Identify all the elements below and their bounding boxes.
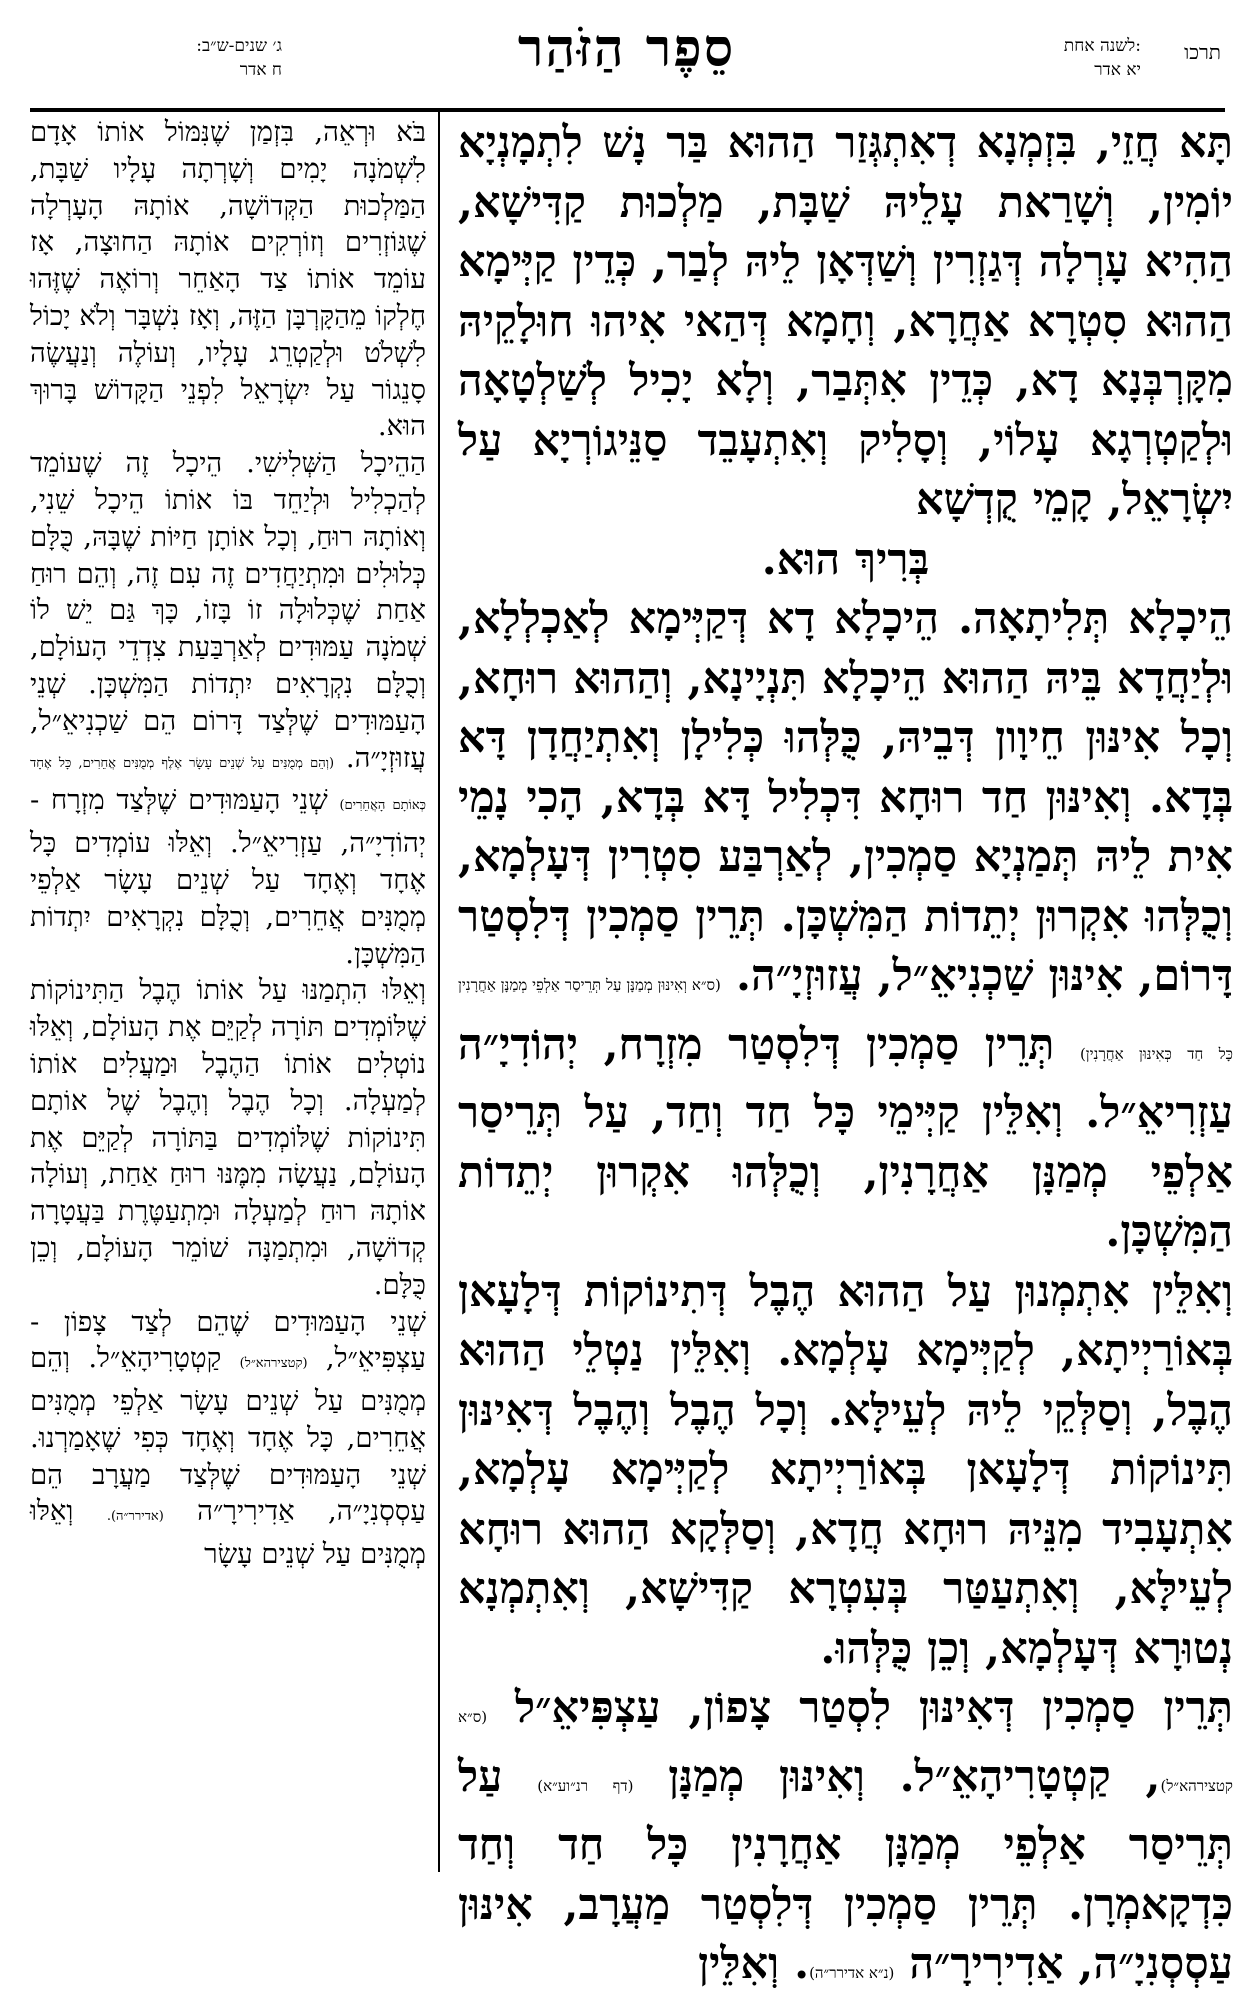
main-p2-text: הֵיכָלָא תְּלִיתָאָה. הֵיכָלָא דָא דְּקַיְּימָא לְאַכְלְלָא, וּלְיַחֲדָא בֵּיהּ הַהוּא הֵיכָלָא תִּנְיָינָא, וְהַהוּא רוּחָא, וְכָל אִינּוּן חֵיוָון דְּבֵיהּ, כֻּלְּהוּ כְּלִילָן וְאִתְיַחֲדָן דָּא בְּדָא. וְאִינּוּן חַד רוּחָא דִּכְלִיל דָּא בְּדָא, הָכִי נָמֵי אִית לֵיהּ תְּמַנְיָא סַמְכִין, לְאַרְבַּע סִטְרִין דְּעָלְמָא, וְכֻלְּהוּ אִקְרוּן יְתֵדוֹת הַמִּשְׁכָּן. תְּרֵין סַמְכִין דְּלִסְטַר דָּרוֹם, אִינּוּן שַׁכְנִיאֵ״ל, עֲזוּזְיָ״ה.: [458, 594, 1233, 1001]
main-p4-note-2: (דף רנ״וע״א): [537, 1776, 634, 1795]
main-p2-note: (ס״א וְאִינּוּן מְמַנָּן עַל תְּרֵיסַר אַלְפֵי מְמַנָּן אַחֲרָנִין כָּל חַד כְּאִינּוּן אַחֲרָנִין): [458, 976, 1233, 1063]
page-number: תרכו: [1184, 40, 1221, 64]
schedule-three-years: ג׳ שנים-ש״ב:: [196, 36, 282, 56]
main-paragraph-1: [458, 114, 1233, 531]
side-p2-note: (וְהֵם מְמֻנִּים עַל שְׁנֵים עָשָׂר אֶלֶף מְמֻנִּים אֲחֵרִים, כָּל אֶחָד כְּאוֹתָם הָאֲחֵרִים): [30, 755, 426, 814]
side-paragraph-4: [30, 1304, 426, 1574]
side-paragraph-2: [30, 445, 426, 972]
side-p1-text: בֹּא וּרְאֵה, בִּזְמַן שֶׁנִּמּוֹל אוֹתוֹ אָדָם לִשְׁמֹנָה יָמִים וְשָׁרְתָה עָלָיו שַׁבָּת, הַמַּלְכוּת הַקְּדוֹשָׁה, אוֹתָהּ הָעָרְלָה שֶׁגּוֹזְרִים וְזוֹרְקִים אוֹתָהּ הַחוּצָה, אָז עוֹמֵד אוֹתוֹ צַד הָאַחֵר וְרוֹאֶה שֶׁזֶּהוּ חֶלְקוֹ מֵהַקָּרְבָּן הַזֶּה, וְאָז נִשְׁבָּר וְלֹא יָכוֹל לִשְׁלֹט וּלְקַטְרֵג עָלָיו, וְעוֹלֶה וְנַעֲשֶׂה סָנֵגוֹר עַל יִשְׂרָאֵל לִפְנֵי הַקָּדוֹשׁ בָּרוּךְ הוּא.: [30, 116, 426, 443]
main-paragraph-2: [458, 590, 1233, 1263]
main-p4-cont-2: עַל תְּרֵיסַר אַלְפֵי מְמַנָּן אַחֲרָנִין כָּל חַד וְחַד כִּדְקָאמְרָן. תְּרֵין סַמְכִין דְּלִסְטַר מַעֲרָב, אִינּוּן עַסְסְנִיָ״ה, אַדִירִירָ״ה: [458, 1751, 1233, 1989]
book-title: סֵפֶר הַזֹּהַר: [517, 18, 736, 79]
main-p4-note-1: (ס״א קטצירהא״ל): [458, 1708, 1233, 1795]
side-p2-text: הַהֵיכָל הַשְּׁלִישִׁי. הֵיכָל זֶה שֶׁעוֹמֵד לְהַכְלִיל וּלְיַחֵד בּוֹ אוֹתוֹ הֵיכָל שֵׁנִי, וְאוֹתָהּ רוּחַ, וְכָל אוֹתָן חַיּוֹת שֶׁבָּהּ, כֻּלָּם כְּלוּלִים וּמִתְיַחֲדִים זֶה עִם זֶה, וְהֵם רוּחַ אַחַת שֶׁכְּלוּלָה זוֹ בָּזוֹ, כָּךְ גַּם יֵשׁ לוֹ שְׁמֹנָה עַמּוּדִים לְאַרְבַּעַת צִדְדֵי הָעוֹלָם, וְכֻלָּם נִקְרָאִים יִתְדוֹת הַמִּשְׁכָּן. שְׁנֵי הָעַמּוּדִים שֶׁלְּצַד דָּרוֹם הֵם שַׁכְנִיאֵ״ל, עֲזוּזְיָ״ה.: [30, 447, 426, 774]
column-divider: [438, 112, 440, 1872]
side-p4-cont: קַטְטָרִיהָאֵ״ל. וְהֵם מְמֻנִּים עַל שְׁנֵים עָשָׂר אַלְפֵי מְמֻנִּים אֲחֵרִים, כָּל אֶחָד וְאֶחָד כְּפִי שֶׁאָמַרְנוּ. שְׁנֵי הָעַמּוּדִים שֶׁלְּצַד מַעֲרָב הֵם עַסְסְנִיָ״ה, אַדִירִירָ״ה: [30, 1342, 426, 1528]
main-paragraph-1-end: [458, 531, 1233, 591]
side-p4-text: שְׁנֵי הָעַמּוּדִים שֶׁהֵם לְצַד צָפוֹן - עַצְפִּיאֵ״ל,: [30, 1305, 426, 1375]
side-p2-cont: שְׁנֵי הָעַמּוּדִים שֶׁלְּצַד מִזְרָח - יְהוֹדִיָ״ה, עַזְרִיאֵ״ל. וְאֵלּוּ עוֹמְדִים כָּל אֶחָד וְאֶחָד עַל שְׁנֵים עָשָׂר אַלְפֵי מְמֻנִּים אֲחֵרִים, וְכֻלָּם נִקְרָאִים יִתְדוֹת הַמִּשְׁכָּן.: [30, 784, 426, 970]
side-hebrew-column: [30, 114, 426, 1869]
side-paragraph-1: [30, 114, 426, 445]
header-rule: [30, 108, 1225, 112]
schedule-date-right: יא אדר: [1094, 60, 1141, 80]
side-p3-text: וְאֵלּוּ הִתְמַנּוּ עַל אוֹתוֹ הֶבֶל הַתִּינוֹקוֹת שֶׁלּוֹמְדִים תּוֹרָה לְקַיֵּם אֶת הָעוֹלָם, וְאֵלּוּ נוֹטְלִים אוֹתוֹ הַהֶבֶל וּמַעֲלִים אוֹתוֹ לְמַעְלָה. וְכָל הֶבֶל וְהֶבֶל שֶׁל אוֹתָם תִּינוֹקוֹת שֶׁלּוֹמְדִים בַּתּוֹרָה לְקַיֵּם אֶת הָעוֹלָם, נַעֲשָׂה מִמֶּנּוּ רוּחַ אַחַת, וְעוֹלָה אוֹתָהּ רוּחַ לְמַעְלָה וּמִתְעַטֶּרֶת בַּעֲטָרָה קְדוֹשָׁה, וּמִתְמַנָּה שׁוֹמֵר הָעוֹלָם, וְכֵן כֻּלָּם.: [30, 974, 426, 1301]
main-aramaic-column: [458, 114, 1233, 1989]
side-p4-note-2: (אדירר״ה).: [106, 1509, 164, 1525]
main-p4-text: תְּרֵין סַמְכִין דְּאִינּוּן לִסְטַר צָפוֹן, עַצְפִּיאֵ״ל: [515, 1683, 1233, 1733]
main-p4-note-3: (נ״א אדירר״ה): [809, 1964, 895, 1982]
main-p3-text: וְאִלֵּין אִתְמְנוּן עַל הַהוּא הֶבֶל דְּתִינוֹקוֹת דְּלָעָאן בְּאוֹרַיְיתָא, לְקַיְּימָא עָלְמָא. וְאִלֵּין נַטְלֵי הַהוּא הֶבֶל, וְסַלְּקֵי לֵיהּ לְעֵילָּא. וְכָל הֶבֶל וְהֶבֶל דְּאִינּוּן תִּינוֹקוֹת דְּלָעָאן בְּאוֹרַיְיתָא לְקַיְּימָא עָלְמָא, אִתְעָבִיד מִנֵּיהּ רוּחָא חֲדָא, וְסַלְּקָא הַהוּא רוּחָא לְעֵילָּא, וְאִתְעַטַּר בְּעִטְרָא קַדִּישָׁא, וְאִתְמְנָא נְטוּרָא דְּעָלְמָא, וְכֵן כֻּלְּהוּ.: [458, 1266, 1233, 1674]
page-header: [0, 0, 1253, 110]
side-p4-note: (קטצירהא״ל): [239, 1356, 308, 1372]
side-paragraph-3: [30, 972, 426, 1303]
main-p4-end: . וְאִלֵּין: [698, 1939, 810, 1989]
schedule-label-left: [132, 34, 282, 82]
main-p1-end: בְּרִיךְ הוּא.: [761, 534, 930, 585]
main-p1-text: תָּא חֲזֵי, בִּזְמְנָא דְאִתְגְּזַר הַהוּא בַּר נָשׁ לִתְמָנְיָא יוֹמִין, וְשָׁרַאת עָלֵיהּ שַׁבָּת, מַלְכוּת קַדִּישָׁא, הַהִיא עָרְלָה דְּגַזְרִין וְשַׁדְּאָן לֵיהּ לְבַר, כְּדֵין קַיְּימָא הַהוּא סִטְרָא אַחֲרָא, וְחָמָא דְּהַאי אִיהוּ חוּלָקֵיהּ מִקָּרְבְּנָא דָא, כְּדֵין אִתְּבַר, וְלָא יָכִיל לְשַׁלְטָאָה וּלְקַטְרְגָא עָלוֹי, וְסָלִיק וְאִתְעָבֵד סַנֵּיגוֹרְיָא עַל יִשְׂרָאֵל, קָמֵי קֻדְשָׁא: [458, 118, 1233, 525]
side-p4-end: וְאֵלּוּ מְמֻנִּים עַל שְׁנֵים עָשָׂר: [30, 1495, 426, 1571]
main-paragraph-4: [458, 1679, 1233, 2004]
main-p4-cont: , קַטְטָרִיהָאֵ״ל. וְאִינּוּן מְמַנָּן: [668, 1751, 1161, 1802]
main-p2-cont: תְּרֵין סַמְכִין דְּלִסְטַר מִזְרָח, יְהוֹדִיָ״ה עַזְרִיאֵ״ל. וְאִלֵּין קַיְּימֵי כָּל חַד וְחַד, עַל תְּרֵיסַר אַלְפֵי מְמַנָּן אַחֲרָנִין, וְכֻלְּהוּ אִקְרוּן יְתֵדוֹת הַמִּשְׁכָּן.: [458, 1019, 1233, 1257]
main-paragraph-3: [458, 1263, 1233, 1680]
schedule-one-year: לשנה אחת:: [1063, 36, 1141, 56]
schedule-date-left: ח אדר: [239, 60, 282, 80]
